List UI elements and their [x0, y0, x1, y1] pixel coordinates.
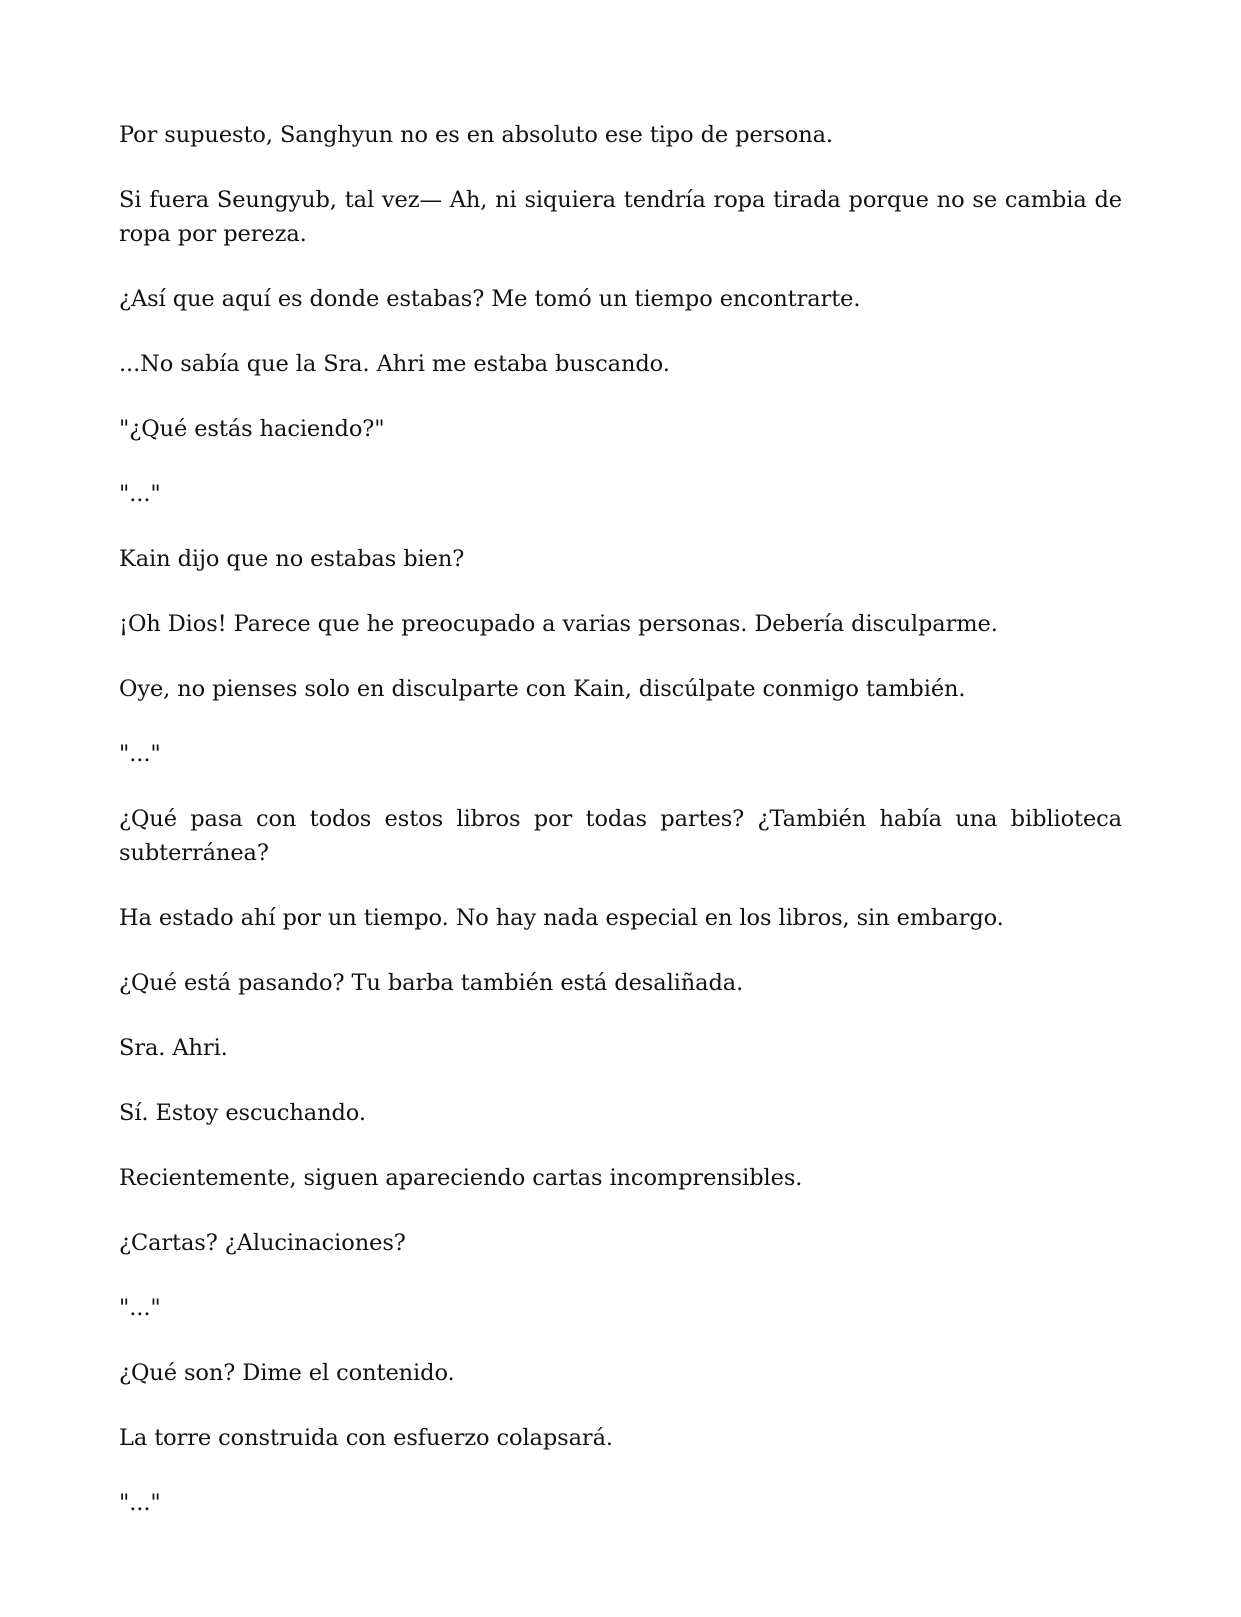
paragraph: "..."	[119, 481, 161, 507]
paragraph: ¿Qué pasa con todos estos libros por todas partes? ¿También había una biblioteca subterránea?	[119, 806, 1122, 866]
paragraph: ¡Oh Dios! Parece que he preocupado a varias personas. Debería disculparme.	[119, 611, 998, 637]
paragraph: ¿Cartas? ¿Alucinaciones?	[119, 1230, 406, 1256]
paragraph: Recientemente, siguen apareciendo cartas incomprensibles.	[119, 1165, 803, 1191]
body-text	[119, 118, 1122, 1551]
paragraph: Kain dijo que no estabas bien?	[119, 546, 465, 572]
paragraph: Oye, no pienses solo en disculparte con Kain, discúlpate conmigo también.	[119, 676, 966, 702]
paragraph: "..."	[119, 1490, 161, 1516]
paragraph: Si fuera Seungyub, tal vez— Ah, ni siquiera tendría ropa tirada porque no se cambia de ropa por pereza.	[119, 187, 1122, 247]
paragraph: ¿Así que aquí es donde estabas? Me tomó un tiempo encontrarte.	[119, 286, 861, 312]
paragraph: Sra. Ahri.	[119, 1035, 228, 1061]
paragraph: Sí. Estoy escuchando.	[119, 1100, 366, 1126]
paragraph: "¿Qué estás haciendo?"	[119, 416, 385, 442]
paragraph: ...No sabía que la Sra. Ahri me estaba buscando.	[119, 351, 670, 377]
paragraph: ¿Qué está pasando? Tu barba también está desaliñada.	[119, 970, 744, 996]
paragraph: ¿Qué son? Dime el contenido.	[119, 1360, 455, 1386]
paragraph: Ha estado ahí por un tiempo. No hay nada especial en los libros, sin embargo.	[119, 905, 1004, 931]
paragraph: "..."	[119, 1295, 161, 1321]
paragraph: Por supuesto, Sanghyun no es en absoluto ese tipo de persona.	[119, 122, 833, 148]
paragraph: La torre construida con esfuerzo colapsará.	[119, 1425, 613, 1451]
paragraph: "..."	[119, 741, 161, 767]
